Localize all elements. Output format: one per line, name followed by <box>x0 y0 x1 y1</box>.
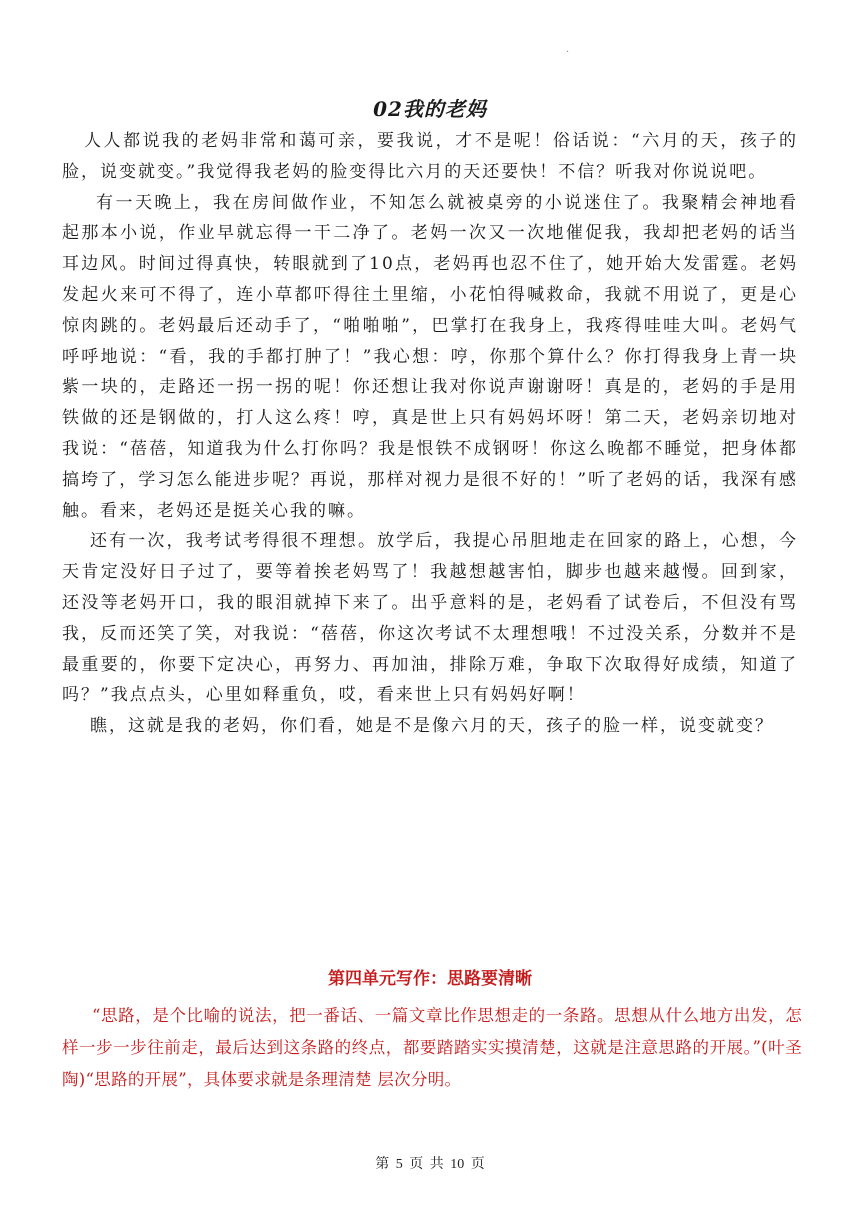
essay-paragraph-4: 瞧，这就是我的老妈，你们看，她是不是像六月的天，孩子的脸一样，说变就变？ <box>90 716 774 737</box>
corner-mark: . <box>566 44 570 55</box>
essay-body <box>62 126 798 742</box>
essay-title: 02我的老妈 <box>373 97 487 121</box>
page-number-footer: 第 5 页 共 10 页 <box>375 1157 485 1172</box>
writing-section-body: “思路，是个比喻的说法，把一番话、一篇文章比作思想走的一条路。思想从什么地方出发，怎样一步一步往前走，最后达到这条路的终点，都要踏踏实实摸清楚，这就是注意思路的开展。”(叶圣陶)“思路的开展”，具体要求就是条理清楚 层次分明。 <box>62 1006 802 1089</box>
writing-section-title: 第四单元写作：思路要清晰 <box>328 969 532 989</box>
essay-paragraph-3: 还有一次，我考试考得很不理想。放学后，我提心吊胆地走在回家的路上，心想，今天肯定没好日子过了，要等着挨老妈骂了！我越想越害怕，脚步也越来越慢。回到家，还没等老妈开口，我的眼泪就掉下来了。出乎意料的是，老妈看了试卷后，不但没有骂我，反而还笑了笑，对我说：“蓓蓓，你这次考试不太理想哦！不过没关系，分数并不是最重要的，你要下定决心，再努力、再加油，排除万难，争取下次取得好成绩，知道了吗？”我点点头，心里如释重负，哎，看来世上只有妈妈好啊！ <box>62 531 798 706</box>
essay-paragraph-1: 人人都说我的老妈非常和蔼可亲，要我说，才不是呢！俗话说：“六月的天，孩子的脸，说变就变。”我觉得我老妈的脸变得比六月的天还要快！不信？听我对你说说吧。 <box>62 131 798 182</box>
essay-paragraph-2: 有一天晚上，我在房间做作业，不知怎么就被桌旁的小说迷住了。我聚精会神地看起那本小说，作业早就忘得一干二净了。老妈一次又一次地催促我，我却把老妈的话当耳边风。时间过得真快，转眼就到了10点，老妈再也忍不住了，她开始大发雷霆。老妈发起火来可不得了，连小草都吓得往土里缩，小花怕得喊救命，我就不用说了，更是心惊肉跳的。老妈最后还动手了，“啪啪啪”，巴掌打在我身上，我疼得哇哇大叫。老妈气呼呼地说：“看，我的手都打肿了！”我心想：哼，你那个算什么？你打得我身上青一块紫一块的，走路还一拐一拐的呢！你还想让我对你说声谢谢呀！真是的，老妈的手是用铁做的还是钢做的，打人这么疼！哼，真是世上只有妈妈坏呀！第二天，老妈亲切地对我说：“蓓蓓，知道我为什么打你吗？我是恨铁不成钢呀！你这么晚都不睡觉，把身体都搞垮了，学习怎么能进步呢？再说，那样对视力是很不好的！”听了老妈的话，我深有感触。看来，老妈还是挺关心我的嘛。 <box>62 192 798 521</box>
